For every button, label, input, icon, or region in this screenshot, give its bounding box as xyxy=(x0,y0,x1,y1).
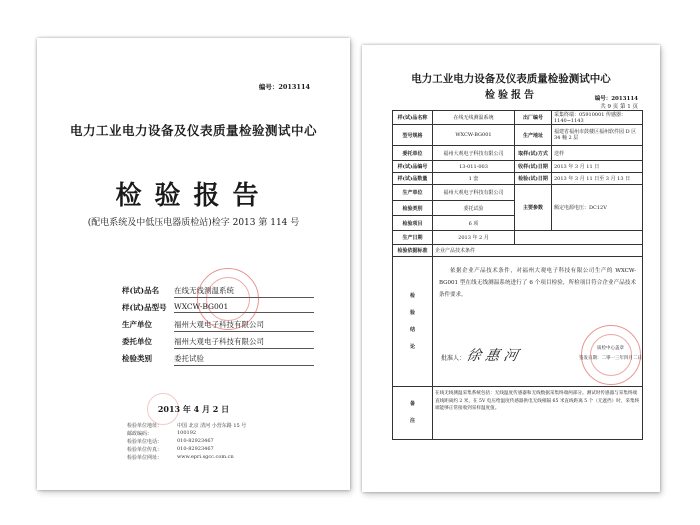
cover-field-value: 福州大观电子科技有限公司 xyxy=(174,336,314,349)
cell-value: 委托试验 xyxy=(433,201,515,216)
contact-value: 010-82923467 xyxy=(177,446,214,452)
cell-label: 检验(试)日期 xyxy=(515,173,552,185)
cell-label: 主要参数 xyxy=(515,185,552,231)
cover-field-label: 样(试)品名 xyxy=(122,286,160,295)
cover-title: 检验报告 xyxy=(115,181,272,211)
contact-label: 邮政编码： xyxy=(127,431,153,437)
cell-label: 委托单位 xyxy=(393,146,433,161)
cover-org-name: 电力工业电力设备及仪表质量检验测试中心 xyxy=(69,123,317,138)
stamp-label: 质检中心盖章 xyxy=(597,346,624,351)
cell-label: 检验依据标准 xyxy=(393,245,433,257)
conclusion-label: 检验结论 xyxy=(393,257,433,387)
cell-value: 6 项 xyxy=(433,216,515,231)
cell-value: 2013 年 3 月 11 日 xyxy=(552,161,643,173)
cell-value: 企业产品技术条件 xyxy=(433,245,643,257)
report-page xyxy=(362,45,660,492)
cover-field-label: 检验类别 xyxy=(122,354,152,363)
cell-value: 13-011-003 xyxy=(433,161,515,173)
cover-field-label: 样(试)品型号 xyxy=(122,303,167,312)
report-page-number: 共 9 页 第 1 页 xyxy=(600,104,638,110)
contact-label: 检验单位地址： xyxy=(127,423,163,429)
cell-label: 生产日期 xyxy=(393,231,433,245)
sign-date: 签发日期：二零一三年四月二日 xyxy=(579,356,642,361)
cell-label: 样(试)品编号 xyxy=(393,161,433,173)
cover-page xyxy=(37,38,350,490)
cover-field-value: 在线无线测温系统 xyxy=(174,285,314,298)
cell-value: 采集终端：05910001 传感器：1140~1143 xyxy=(552,111,643,125)
contact-value: 010-82923467 xyxy=(177,438,214,444)
cell-value: 在线无线测温系统 xyxy=(433,111,515,125)
cell-label: 样(试)品数量 xyxy=(393,173,433,185)
cell-value: 送样 xyxy=(552,146,643,161)
contact-value: 100192 xyxy=(177,430,197,436)
cell-value: 额定电源电压：DC12V xyxy=(552,185,643,231)
report-table xyxy=(392,110,643,440)
cell-label: 检验类别 xyxy=(393,201,433,216)
contact-value: 中国 北京 清河 小营东路 15 号 xyxy=(177,423,247,429)
cell-label: 检验项目 xyxy=(393,216,433,231)
cell-value: 福州大观电子科技有限公司 xyxy=(433,146,515,161)
cover-doc-number: 编号：2013114 xyxy=(258,83,310,91)
cover-date: 2013 年 4 月 2 日 xyxy=(157,404,230,414)
cell-label: 生产单位 xyxy=(393,185,433,201)
cell-value: 2013 年 2 月 xyxy=(433,231,515,245)
report-doc-number: 编号：2013114 xyxy=(594,96,638,102)
cell-label: 生产地址 xyxy=(515,125,552,146)
remarks-label: 备注 xyxy=(393,387,433,440)
cell-value: WXCW-BG001 xyxy=(433,125,515,146)
red-seal-stamp xyxy=(197,268,259,330)
cell-value: 福州大观电子科技有限公司 xyxy=(433,185,515,201)
cover-subtitle: (配电系统及中低压电器质检站)检字 2013 第 114 号 xyxy=(87,218,300,228)
cell-label: 收样(试)日期 xyxy=(515,161,552,173)
cover-field-value: WXCW-BG001 xyxy=(174,302,314,313)
report-title: 检验报告 xyxy=(485,90,537,101)
cell-value: 福建省福州市鼓楼区福州软件园 D 区 34 幢 2 层 xyxy=(552,125,643,146)
cover-field-label: 委托单位 xyxy=(122,337,152,346)
cover-field-value: 福州大观电子科技有限公司 xyxy=(174,319,314,332)
conclusion-text: 依据企业产品技术条件，对福州大观电子科技有限公司生产的 WXCW-BG001 型在线无线测温系统进行了 6 个项目检验，所检项目符合企业产品技术条件要求。 xyxy=(439,268,636,298)
approver-signature: 徐 惠 河 xyxy=(464,348,520,364)
remarks-text: 在线无线测温采集系统包括：无线温度传感器和无线数据采集终端两部分。测试时传感器与采集终端直线距离约 2 米，在 5V 电压给温度传感器供电无线相隔 65 米直线距离 5 个（无遮挡）时，采集终端能够正常接收到采样温度值。 xyxy=(433,387,643,440)
cell-value: 1 套 xyxy=(433,173,515,185)
contact-label: 检验单位网址： xyxy=(127,455,163,461)
cell-label: 型号规格 xyxy=(393,125,433,146)
cover-field-value: 委托试验 xyxy=(174,353,314,366)
conclusion-cell xyxy=(433,257,643,387)
approver-row: 批准人： 徐 惠 河 xyxy=(441,345,518,365)
cell-value: 2013 年 3 月 11 日至 3 月 13 日 xyxy=(552,173,643,185)
cell-label: 取样(试)方式 xyxy=(515,146,552,161)
cell-label: 出厂编号 xyxy=(515,111,552,125)
contact-value: www.epri.sgcc.com.cn xyxy=(177,454,234,460)
report-org-name: 电力工业电力设备及仪表质量检验测试中心 xyxy=(411,73,611,85)
contact-label: 检验单位电话： xyxy=(127,439,163,445)
cover-field-label: 生产单位 xyxy=(122,320,152,329)
contact-label: 检验单位传真： xyxy=(127,447,163,453)
cell-label: 样(试)品名称 xyxy=(393,111,433,125)
